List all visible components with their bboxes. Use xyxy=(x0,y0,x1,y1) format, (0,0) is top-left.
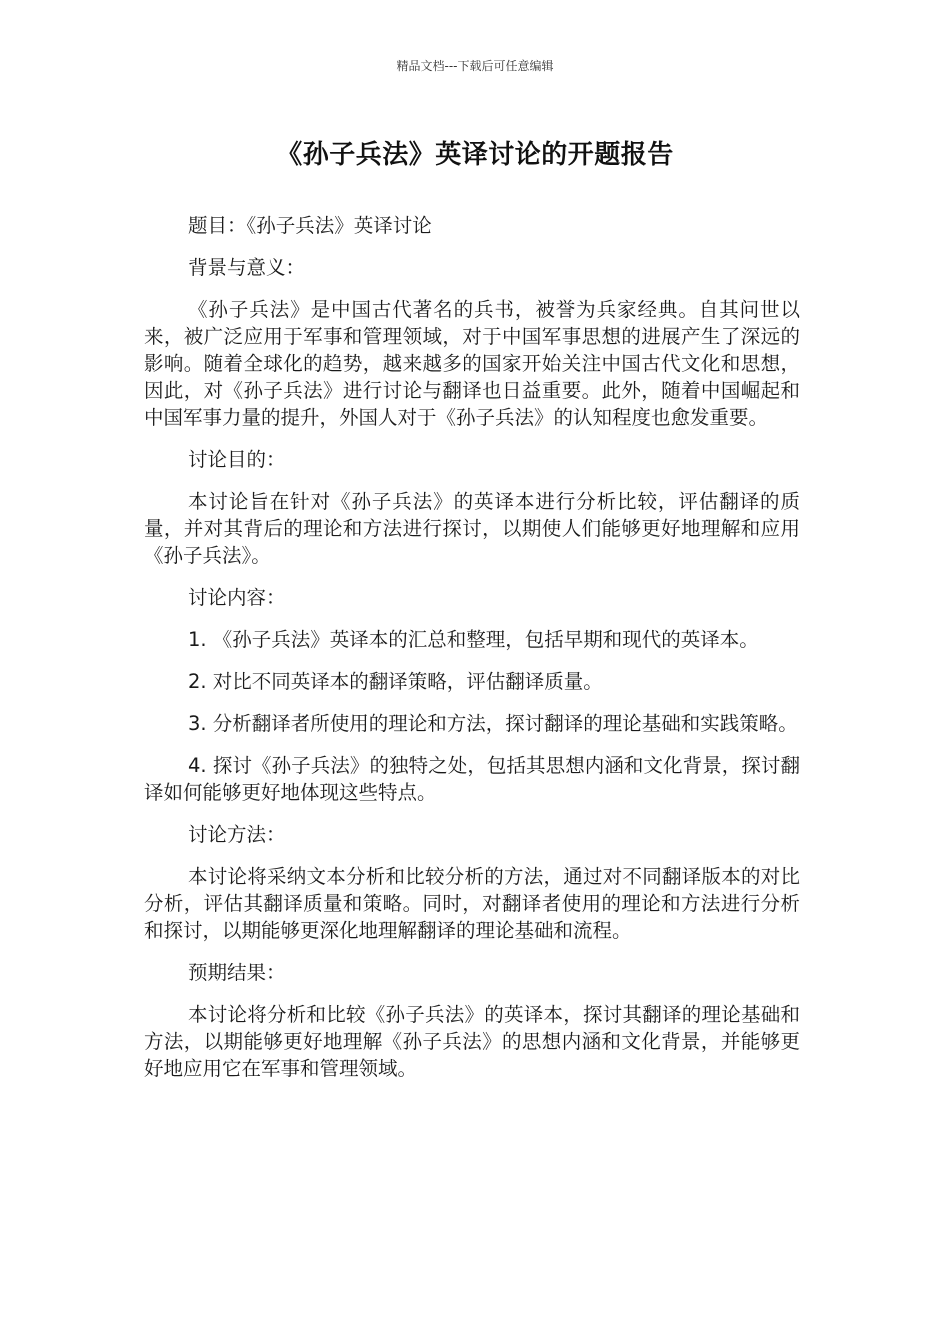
background-paragraph: 《孙子兵法》是中国古代著名的兵书，被誉为兵家经典。自其问世以来，被广泛应用于军事和管理领域，对于中国军事思想的进展产生了深远的影响。随着全球化的趋势，越来越多的国家开始关注中国古代文化和思想，因此，对《孙子兵法》进行讨论与翻译也日益重要。此外，随着中国崛起和中国军事力量的提升，外国人对于《孙子兵法》的认知程度也愈发重要。 xyxy=(144,298,800,429)
content-item-3: 3. 分析翻译者所使用的理论和方法，探讨翻译的理论基础和实践策略。 xyxy=(188,712,798,735)
content-item-4: 4. 探讨《孙子兵法》的独特之处，包括其思想内涵和文化背景，探讨翻译如何能够更好地体现这些特点。 xyxy=(144,754,800,804)
section-heading-method: 讨论方法： xyxy=(188,823,286,846)
section-heading-purpose: 讨论目的： xyxy=(188,448,286,471)
content-item-1: 1. 《孙子兵法》英译本的汇总和整理，包括早期和现代的英译本。 xyxy=(188,628,759,651)
results-paragraph: 本讨论将分析和比较《孙子兵法》的英译本，探讨其翻译的理论基础和方法，以期能够更好地理解《孙子兵法》的思想内涵和文化背景，并能够更好地应用它在军事和管理领域。 xyxy=(144,1003,800,1080)
section-heading-results: 预期结果： xyxy=(188,961,286,984)
section-heading-content: 讨论内容： xyxy=(188,586,286,609)
section-heading-background: 背景与意义： xyxy=(188,256,306,279)
document-title: 《孙子兵法》英译讨论的开题报告 xyxy=(276,140,674,170)
purpose-paragraph: 本讨论旨在针对《孙子兵法》的英译本进行分析比较，评估翻译的质量，并对其背后的理论和方法进行探讨，以期使人们能够更好地理解和应用《孙子兵法》。 xyxy=(144,490,800,567)
topic-line: 题目：《孙子兵法》英译讨论 xyxy=(188,214,432,237)
header-note: 精品文档---下载后可任意编辑 xyxy=(396,59,554,73)
content-item-2: 2. 对比不同英译本的翻译策略，评估翻译质量。 xyxy=(188,670,603,693)
document-body xyxy=(144,212,800,1097)
method-paragraph: 本讨论将采纳文本分析和比较分析的方法，通过对不同翻译版本的对比分析，评估其翻译质量和策略。同时，对翻译者使用的理论和方法进行分析和探讨，以期能够更深化地理解翻译的理论基础和流程。 xyxy=(144,865,800,942)
